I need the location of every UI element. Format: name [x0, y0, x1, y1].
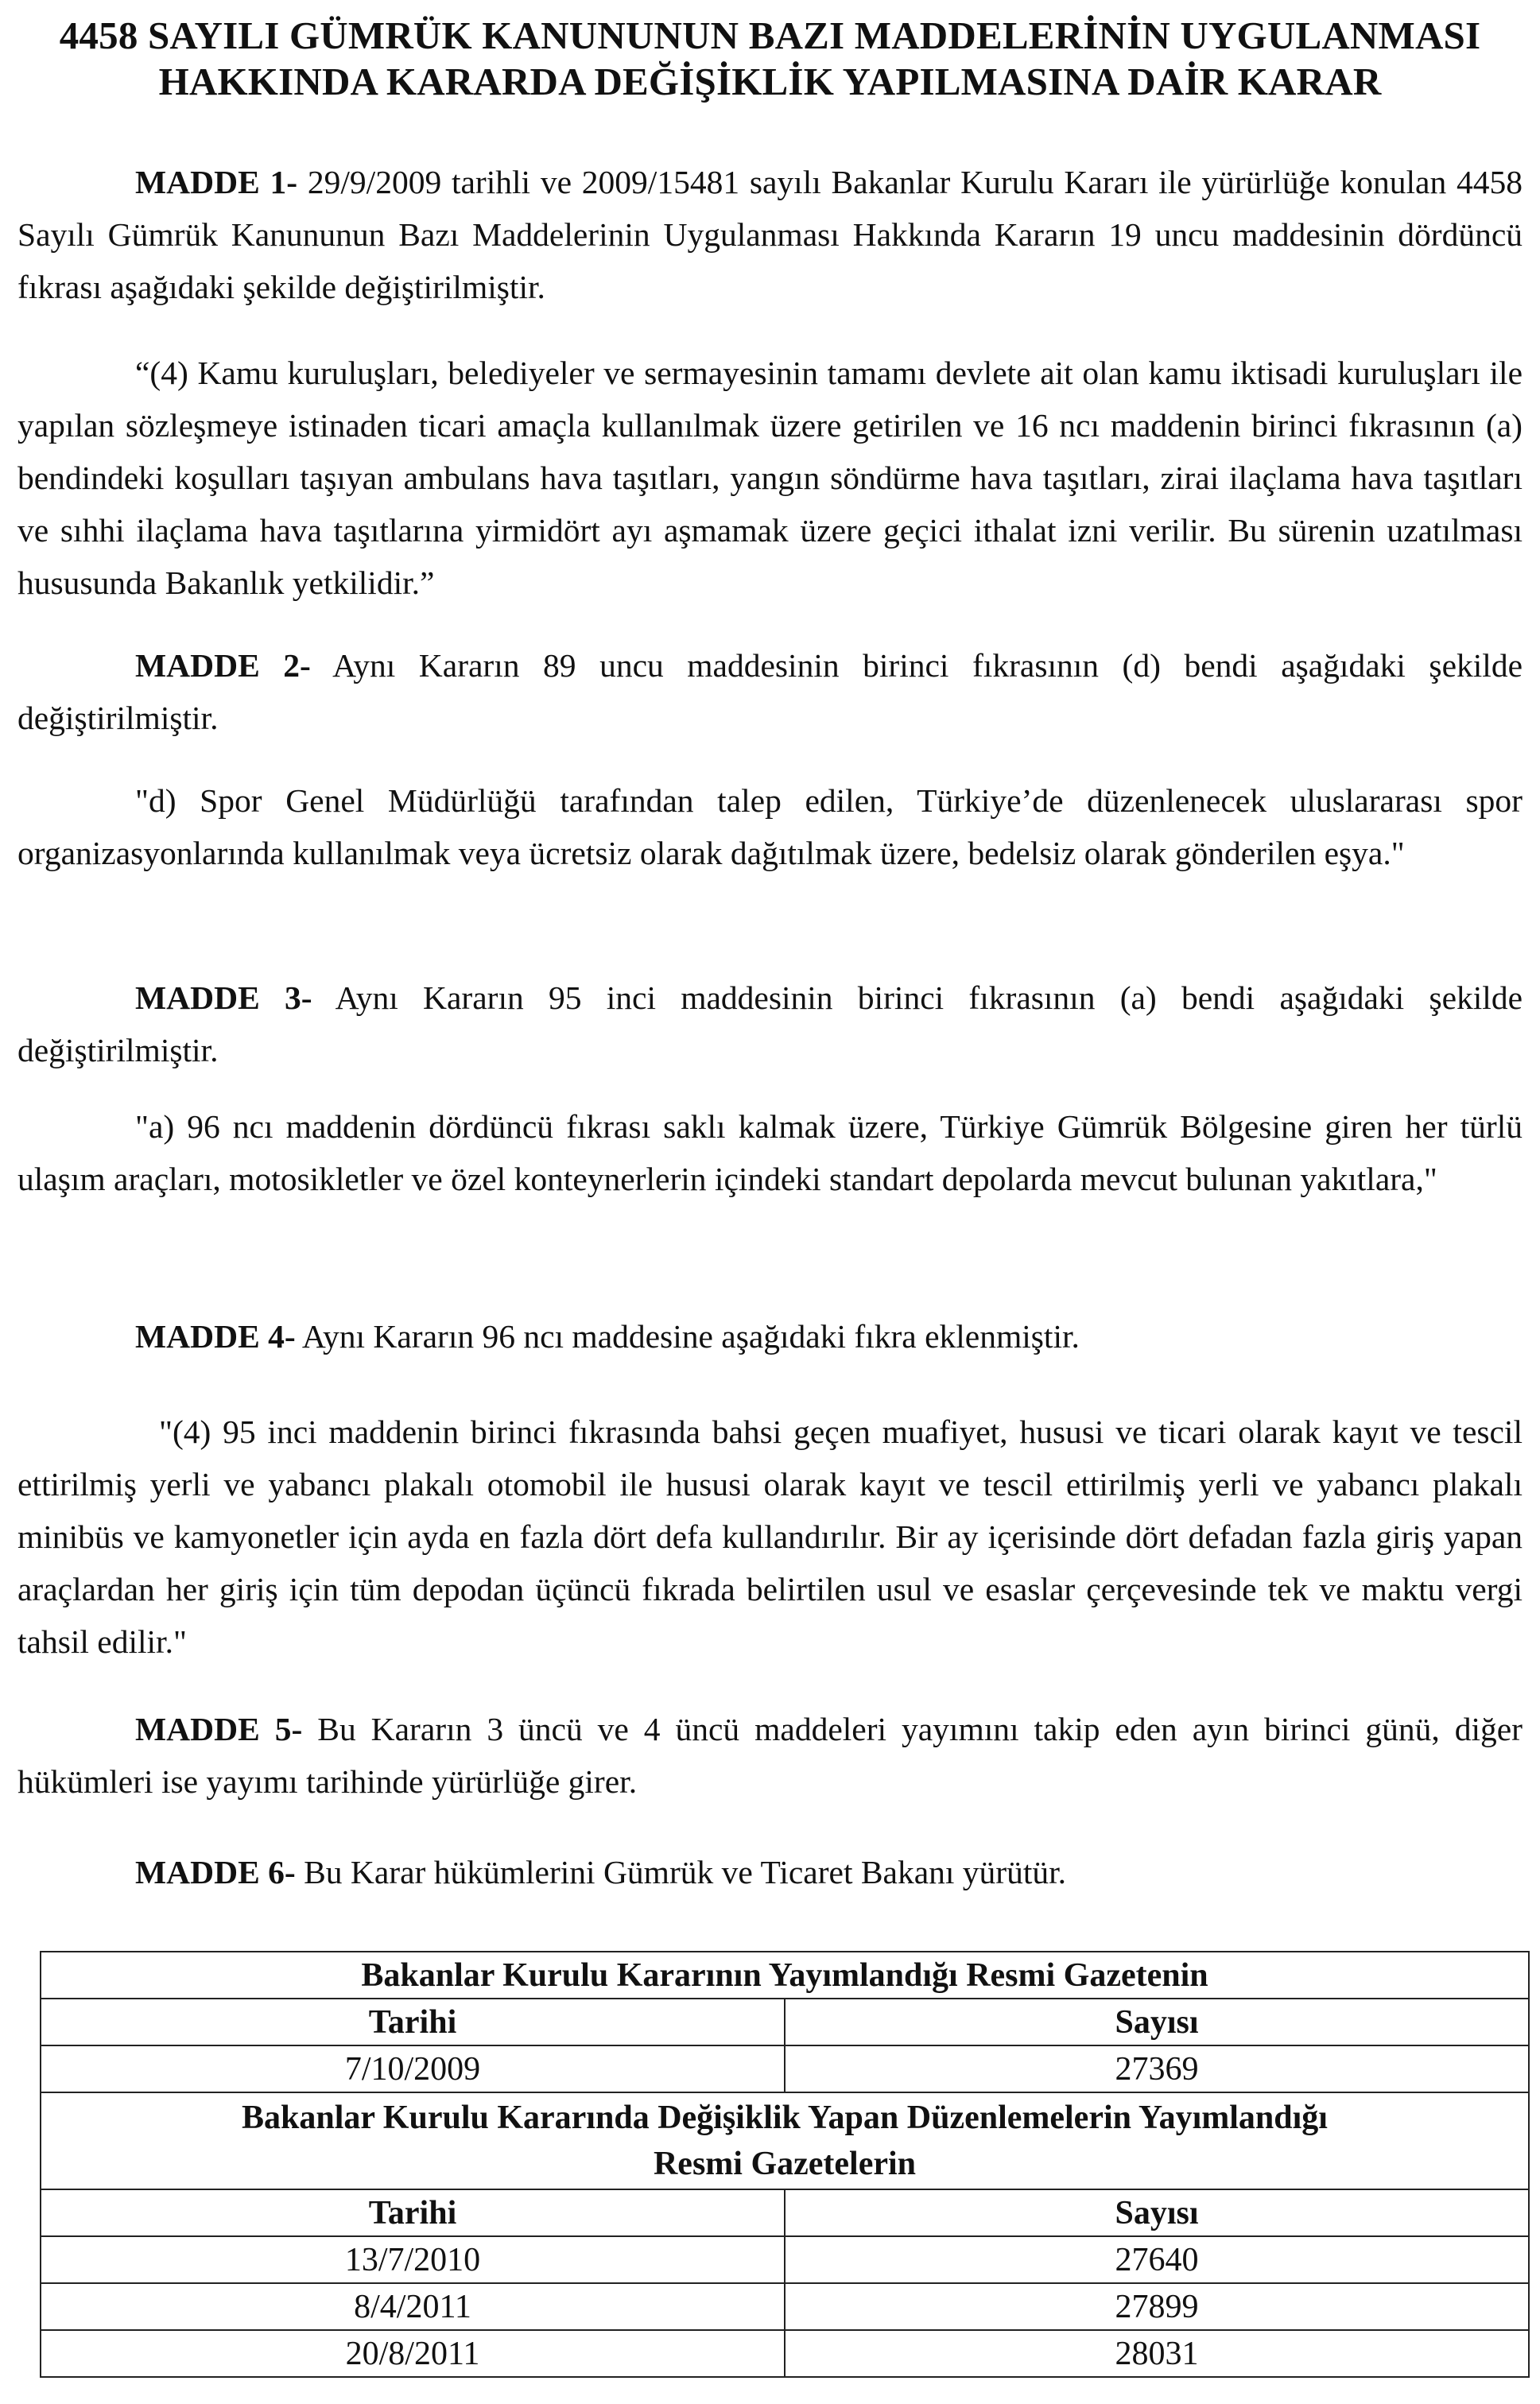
article-2-label: MADDE 2-	[135, 647, 311, 684]
article-6-label: MADDE 6-	[135, 1854, 296, 1890]
article-5	[17, 1703, 1523, 1808]
table-row	[41, 2236, 1529, 2283]
article-4-label: MADDE 4-	[135, 1318, 296, 1355]
table-section1-title: Bakanlar Kurulu Kararının Yayımlandığı Resmi Gazetenin	[41, 1952, 1529, 1999]
gazette-table	[40, 1951, 1530, 2378]
article-4-quote-text: "(4) 95 inci maddenin birinci fıkrasında bahsi geçen muafiyet, hususi ve ticari olarak kayıt ve tescil ettirilmiş yerli ve yabancı plakalı otomobil ile hususi olarak kayıt ve tescil ettirilmiş yerli ve yabancı plakalı minibüs ve kamyonetler için ayda en fazla dört defa kullandırılır. Bir ay içerisinde dört defadan fazla giriş yapan araçlardan her giriş için tüm depodan üçüncü fıkrada belirtilen usul ve esaslar çerçevesinde tek ve maktu vergi tahsil edilir."	[17, 1413, 1523, 1660]
article-1-label: MADDE 1-	[135, 164, 298, 200]
table-section2-title-line1: Bakanlar Kurulu Kararında Değişiklik Yapan Düzenlemelerin Yayımlandığı	[242, 2100, 1328, 2136]
table-row	[41, 1999, 1529, 2045]
article-6-text: Bu Karar hükümlerini Gümrük ve Ticaret Bakanı yürütür.	[304, 1854, 1067, 1890]
article-2-quote	[17, 774, 1523, 879]
article-3	[17, 971, 1523, 1076]
article-1-quote	[17, 347, 1523, 609]
article-1-quote-text: “(4) Kamu kuruluşları, belediyeler ve sermayesinin tamamı devlete ait olan kamu iktisadi kuruluşları ile yapılan sözleşmeye istinaden ticari amaçla kullanılmak üzere getirilen ve 16 ncı maddenin birinci fıkrasının (a) bendindeki koşulları taşıyan ambulans hava taşıtları, yangın söndürme hava taşıtları, zirai ilaçlama hava taşıtları ve sıhhi ilaçlama hava taşıtlarına yirmidört ayı aşmamak üzere geçici ithalat izni verilir. Bu sürenin uzatılması hususunda Bakanlık yetkilidir.”	[17, 355, 1523, 601]
table-cell-date: 13/7/2010	[41, 2236, 785, 2283]
table-section2-title	[41, 2092, 1529, 2189]
table-row	[41, 2283, 1529, 2330]
table-cell-number: 28031	[785, 2330, 1529, 2377]
article-2	[17, 639, 1523, 744]
article-4-quote	[17, 1406, 1523, 1668]
table-col-date: Tarihi	[41, 1999, 785, 2045]
table-section2-title-line2: Resmi Gazetelerin	[653, 2146, 917, 2182]
table-cell-date: 8/4/2011	[41, 2283, 785, 2330]
table-col-date: Tarihi	[41, 2189, 785, 2236]
title-line-2: HAKKINDA KARARDA DEĞİŞİKLİK YAPILMASINA DAİR KARAR	[158, 60, 1382, 103]
article-3-quote	[17, 1100, 1523, 1205]
article-4-text: Aynı Kararın 96 ncı maddesine aşağıdaki fıkra eklenmiştir.	[301, 1318, 1080, 1355]
table-cell-date: 20/8/2011	[41, 2330, 785, 2377]
article-5-text: Bu Kararın 3 üncü ve 4 üncü maddeleri yayımını takip eden ayın birinci günü, diğer hükümleri ise yayımı tarihinde yürürlüğe girer.	[17, 1711, 1523, 1800]
table-cell-date: 7/10/2009	[41, 2045, 785, 2092]
table-row	[41, 2189, 1529, 2236]
article-4	[17, 1310, 1523, 1363]
article-3-quote-text: "a) 96 ncı maddenin dördüncü fıkrası saklı kalmak üzere, Türkiye Gümrük Bölgesine giren her türlü ulaşım araçları, motosikletler ve özel konteynerlerin içindeki standart depolarda mevcut bulunan yakıtlara,"	[17, 1108, 1523, 1197]
table-row	[41, 2092, 1529, 2189]
table-row	[41, 1952, 1529, 1999]
table-row	[41, 2330, 1529, 2377]
table-cell-number: 27640	[785, 2236, 1529, 2283]
document-title	[0, 13, 1540, 105]
article-3-label: MADDE 3-	[135, 979, 312, 1016]
table-cell-number: 27899	[785, 2283, 1529, 2330]
table-col-number: Sayısı	[785, 2189, 1529, 2236]
article-1	[17, 156, 1523, 313]
table-cell-number: 27369	[785, 2045, 1529, 2092]
article-2-text: Aynı Kararın 89 uncu maddesinin birinci fıkrasının (d) bendi aşağıdaki şekilde değiştirilmiştir.	[17, 647, 1523, 736]
article-3-text: Aynı Kararın 95 inci maddesinin birinci fıkrasının (a) bendi aşağıdaki şekilde değiştirilmiştir.	[17, 979, 1523, 1068]
article-1-text: 29/9/2009 tarihli ve 2009/15481 sayılı Bakanlar Kurulu Kararı ile yürürlüğe konulan 4458 Sayılı Gümrük Kanununun Bazı Maddelerinin Uygulanması Hakkında Kararın 19 uncu maddesinin dördüncü fıkrası aşağıdaki şekilde değiştirilmiştir.	[17, 164, 1523, 305]
table-col-number: Sayısı	[785, 1999, 1529, 2045]
article-2-quote-text: "d) Spor Genel Müdürlüğü tarafından talep edilen, Türkiye’de düzenlenecek uluslararası spor organizasyonlarında kullanılmak veya ücretsiz olarak dağıtılmak üzere, bedelsiz olarak gönderilen eşya."	[17, 782, 1523, 871]
table-row	[41, 2045, 1529, 2092]
article-5-label: MADDE 5-	[135, 1711, 303, 1747]
title-line-1: 4458 SAYILI GÜMRÜK KANUNUNUN BAZI MADDELERİNİN UYGULANMASI	[59, 14, 1481, 57]
article-6	[17, 1846, 1523, 1898]
